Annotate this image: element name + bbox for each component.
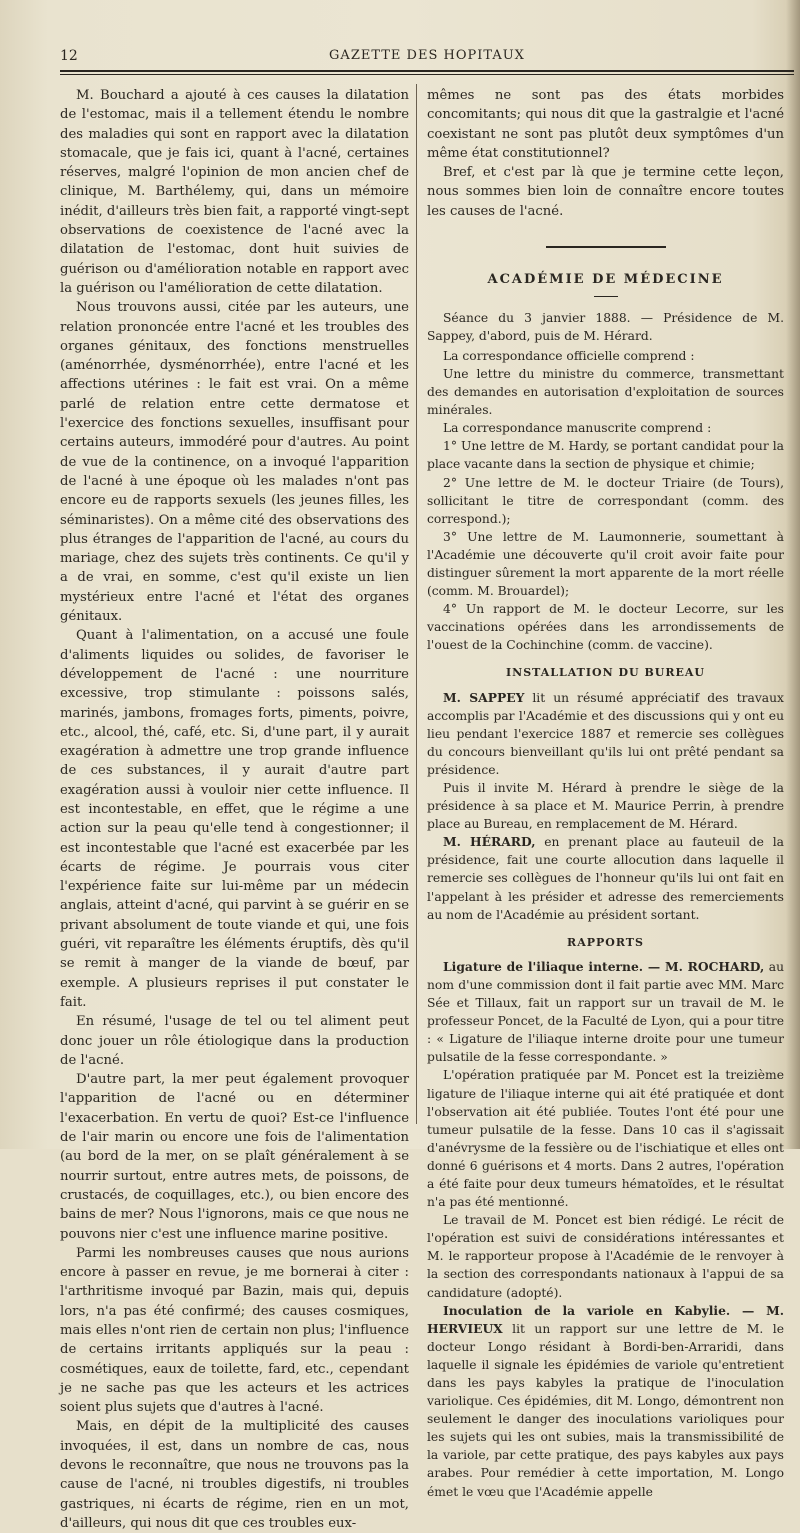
paragraph: Parmi les nombreuses causes que nous aurions encore à passer en revue, je me bornerai à citer : l'arthritisme invoqué par Bazin, mais qui, depuis lors, n'a pas été confirmé; des causes cosmiques, mais elles n'ont rien de certain non plus; l'influence de certains irritants appliqués sur la peau : cosmétiques, eaux de toilette, fard, etc., cependant je ne sache pas que les acteurs et les actrices soient plus sujets que d'autres à l'acné. bbox=[60, 1245, 409, 1416]
correspondence-item: 3° Une lettre de M. Laumonnerie, soumettant à l'Académie une découverte qu'il croit avoir faite pour distinguer sûrement la mort apparente de la mort réelle (comm. M. Brouardel); bbox=[427, 529, 784, 599]
paragraph-continuation: mêmes ne sont pas des états morbides concomitants; qui nous dit que la gastralgie et l'acné coexistant ne sont pas plutôt deux symptômes d'un même état constitutionnel? bbox=[427, 88, 784, 161]
left-column bbox=[60, 86, 409, 1533]
correspondence-item: 4° Un rapport de M. le docteur Lecorre, sur les vaccinations opérées dans les arrondissements de l'ouest de la Cochinchine (comm. de vaccine). bbox=[427, 602, 784, 653]
correspondence-item: 1° Une lettre de M. Hardy, se portant candidat pour la place vacante dans la section de physique et chimie; bbox=[427, 439, 784, 472]
correspondence-item: 2° Une lettre de M. le docteur Triaire (de Tours), sollicitant le titre de correspondant (comm. des correspond.); bbox=[427, 475, 784, 526]
header-rule-thin bbox=[60, 74, 794, 75]
page-header bbox=[60, 42, 794, 66]
page-number: 12 bbox=[60, 48, 78, 64]
subsection-title: INSTALLATION DU BUREAU bbox=[506, 666, 705, 680]
section-title: ACADÉMIE DE MÉDECINE bbox=[487, 272, 724, 288]
paragraph: Bref, et c'est par là que je termine cette leçon, nous sommes bien loin de connaître encore toutes les causes de l'acné. bbox=[427, 165, 784, 219]
rapport-item: Inoculation de la variole en Kabylie. — M. HERVIEUX lit un rapport sur une lettre de M. le docteur Longo résidant à Bordi-ben-Arraridi, dans laquelle il signale les épidémies de variole qu'entretient dans les pays kabyles la pratique de l'inoculation variolique. Ces épidémies, dit M. Longo, démontrent non seulement le danger des inoculations varioliques pour les sujets qui les ont subies, mais la transmissibilité de la variole, par cette pratique, des pays kabyles aux pays arabes. Pour remédier à cette importation, M. Longo émet le vœu que l'Académie appelle bbox=[427, 1302, 784, 1499]
paragraph: M. Bouchard a ajouté à ces causes la dilatation de l'estomac, mais il a tellement étendu le nombre des maladies qui sont en rapport avec la dilatation stomacale, que je fais ici, quant à l'acné, certaines réserves, malgré l'opinion de mon ancien chef de clinique, M. Barthélemy, qui, dans un mémoire inédit, d'ailleurs très bien fait, a rapporté vingt-sept observations de coexistence de l'acné avec la dilatation de l'estomac, dont huit suivies de guérison ou d'amélioration notable en rapport avec la guérison ou l'amélioration de cette dilatation. bbox=[60, 88, 409, 296]
paragraph: D'autre part, la mer peut également provoquer l'apparition de l'acné ou en déterminer l'exacerbation. En vertu de quoi? Est-ce l'influence de l'air marin ou encore une fois de l'alimentation (au bord de la mer, on se plaît généralement à se nourrir surtout, entre autres mets, de poissons, de crustacés, de coquillages, etc.), ou bien encore des bains de mer? Nous l'ignorons, mais ce que nous ne pouvons nier c'est une influence marine positive. bbox=[60, 1072, 409, 1242]
rapport-item: Ligature de l'iliaque interne. — M. ROCHARD, au nom d'une commission dont il fait partie avec MM. Marc Sée et Tillaux, fait un rapport sur un travail de M. le professeur Poncet, de la Faculté de Lyon, qui a pour titre : « Ligature de l'iliaque interne droite pour une tumeur pulsatile de la fesse correspondante. » bbox=[427, 958, 784, 1065]
page-edge-shadow bbox=[786, 0, 800, 1149]
academy-report bbox=[427, 309, 784, 1501]
paragraph: Mais, en dépit de la multiplicité des causes invoquées, il est, dans un nombre de cas, nous devons le reconnaître, que nous ne trouvons pas la cause de l'acné, ni troubles digestifs, ni troubles gastriques, ni écarts de régime, rien en un mot, d'ailleurs, qui nous dit que ces troubles eux- bbox=[60, 1419, 409, 1531]
installation-item: Puis il invite M. Hérard à prendre le siège de la présidence à sa place et M. Maurice Perrin, à prendre place au Bureau, en remplacement de M. Hérard. bbox=[427, 781, 784, 832]
correspondence-item: La correspondance manuscrite comprend : bbox=[443, 421, 712, 436]
installation-item: M. SAPPEY lit un résumé appréciatif des travaux accomplis par l'Académie et des discussions qui y ont eu lieu pendant l'exercice 1887 et remercie ses collègues du concours bienveillant qu'ils lui ont prêté pendant sa présidence. bbox=[427, 689, 784, 777]
seance-line: Séance du 3 janvier 1888. — Présidence de M. Sappey, d'abord, puis de M. Hérard. bbox=[427, 310, 784, 343]
column-divider bbox=[416, 84, 417, 1124]
paragraph: Quant à l'alimentation, on a accusé une foule d'aliments liquides ou solides, de favoriser le développement de l'acné : une nourriture excessive, trop stimulante : poissons salés, marinés, jambons, fromages forts, piments, poivre, etc., alcool, thé, café, etc. Si, d'une part, il y aurait exagération à admettre une trop grande influence de ces substances, il y aurait d'autre part exagération aussi à vouloir nier cette influence. Il est incontestable, en effet, que le régime a une action sur la peau qu'elle tend à congestionner; il est incontestable que l'acné est exacerbée par les écarts de régime. Je pourrais vous citer l'expérience faite sur lui-même par un médecin anglais, atteint d'acné, qui parvint à se guérir en se privant absolument de toute viande et qui, une fois guéri, vit reparaître les éléments éruptifs, dès qu'il se remit à manger de la viande de bœuf, par exemple. A plusieurs reprises il put constater le fait. bbox=[60, 628, 409, 1010]
installation-item: M. HÉRARD, en prenant place au fauteuil de la présidence, fait une courte allocution dans laquelle il remercie ses collègues de l'honneur qu'ils lui ont fait en l'appelant à les présider et adresse des remerciements au nom de l'Académie au président sortant. bbox=[427, 834, 784, 922]
right-column bbox=[427, 86, 784, 1501]
short-rule bbox=[594, 296, 618, 297]
header-rule-thick bbox=[60, 70, 794, 72]
correspondence-item: La correspondance officielle comprend : bbox=[443, 348, 695, 363]
correspondence-item: Une lettre du ministre du commerce, transmettant des demandes en autorisation d'exploitation de sources minérales. bbox=[427, 366, 784, 418]
ornamental-rule bbox=[427, 237, 784, 256]
paragraph: En résumé, l'usage de tel ou tel aliment peut donc jouer un rôle étiologique dans la production de l'acné. bbox=[60, 1014, 409, 1068]
rapport-item: L'opération pratiquée par M. Poncet est la treizième ligature de l'iliaque interne qui ait été pratiquée et dont l'observation ait été publiée. Toutes l'ont été pour une tumeur pulsatile de la fesse. Dans 10 cas il s'agissait d'anévrysme de la fessière ou de l'ischiatique et elles ont donné 6 guérisons et 4 morts. Dans 2 autres, l'opération a été faite pour deux tumeurs hématoïdes, et le résultat n'a pas été mentionné. bbox=[427, 1068, 784, 1210]
paragraph: Nous trouvons aussi, citée par les auteurs, une relation prononcée entre l'acné et les troubles des organes génitaux, des fonctions menstruelles (aménorrhée, dysménorrhée), entre l'acné et les affections utérines : le fait est vrai. On a même parlé de relation entre cette dermatose et l'exercice des fonctions sexuelles, insuffisant pour certains auteurs, immodéré pour d'autres. Au point de vue de la continence, on a invoqué l'apparition de l'acné à une époque où les malades n'ont pas encore eu de rapports sexuels (les jeunes filles, les séminaristes). On a même cité des observations des plus étranges de l'apparition de l'acné, au cours du mariage, chez des sujets très continents. Ce qu'il y a de vrai, en somme, c'est qu'il existe un lien mystérieux entre l'acné et l'état des organes génitaux. bbox=[60, 300, 409, 625]
running-title: GAZETTE DES HOPITAUX bbox=[329, 48, 525, 63]
rapport-item: Le travail de M. Poncet est bien rédigé. Le récit de l'opération est suivi de considérations intéressantes et M. le rapporteur propose à l'Académie de le renvoyer à la section des correspondants nationaux à l'appui de sa candidature (adopté). bbox=[427, 1213, 784, 1300]
subsection-title: RAPPORTS bbox=[567, 935, 644, 949]
